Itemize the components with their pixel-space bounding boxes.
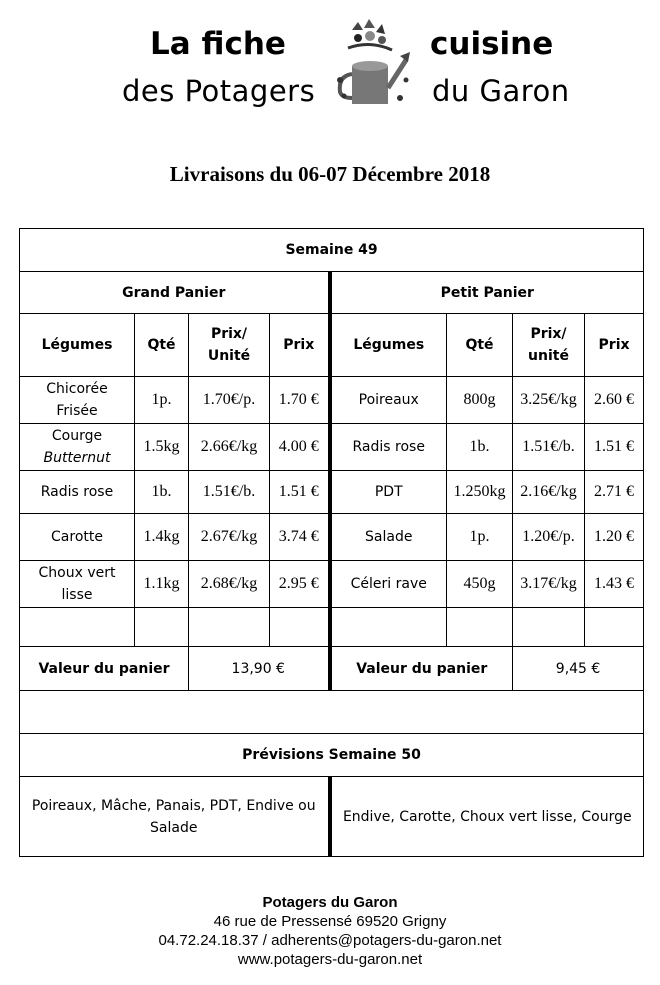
- grand-vegetable: Choux vert lisse: [20, 561, 135, 608]
- table-row: [20, 377, 644, 424]
- grand-vegetable: Courge Butternut: [20, 424, 135, 471]
- petit-header-vegetables: Légumes: [330, 314, 447, 377]
- petit-price: 2.60 €: [585, 377, 644, 424]
- petit-panier-heading: Petit Panier: [330, 272, 644, 314]
- table-row: [20, 561, 644, 608]
- petit-unit-price: 1.51€/b.: [513, 424, 585, 471]
- grand-vegetable: Carotte: [20, 514, 135, 561]
- table-row: [20, 514, 644, 561]
- week-heading: Semaine 49: [20, 229, 644, 272]
- logo-text-la-fiche: La fiche: [150, 26, 286, 62]
- petit-header-unit-line1: Prix/: [530, 326, 567, 342]
- empty-row: [20, 608, 644, 647]
- petit-value: 9,45 €: [513, 647, 644, 691]
- footer-contact: 04.72.24.18.37 / adherents@potagers-du-garon.net: [158, 932, 502, 949]
- petit-vegetable: Salade: [330, 514, 447, 561]
- grand-unit-price: 1.51€/b.: [189, 471, 270, 514]
- grand-unit-price: 2.67€/kg: [189, 514, 270, 561]
- petit-vegetable: Poireaux: [330, 377, 447, 424]
- petit-vegetable: PDT: [330, 471, 447, 514]
- forecast-petit: Endive, Carotte, Choux vert lisse, Courge: [330, 777, 644, 857]
- grand-price: 2.95 €: [270, 561, 330, 608]
- grand-unit-price: 1.70€/p.: [189, 377, 270, 424]
- petit-price: 1.51 €: [585, 424, 644, 471]
- footer-address: 46 rue de Pressensé 69520 Grigny: [213, 913, 447, 930]
- petit-unit-price: 1.20€/p.: [513, 514, 585, 561]
- petit-vegetable: Radis rose: [330, 424, 447, 471]
- petit-qty: 1b.: [447, 424, 513, 471]
- petit-qty: 800g: [447, 377, 513, 424]
- grand-header-price: Prix: [270, 314, 330, 377]
- table-row: [20, 471, 644, 514]
- grand-value-label: Valeur du panier: [20, 647, 189, 691]
- grand-header-unit-price: [189, 314, 270, 377]
- petit-price: 1.43 €: [585, 561, 644, 608]
- logo-text-cuisine: cuisine: [430, 26, 554, 62]
- logo: [0, 0, 660, 120]
- page-title: Livraisons du 06-07 Décembre 2018: [169, 162, 491, 186]
- grand-price: 3.74 €: [270, 514, 330, 561]
- empty-row: [20, 691, 644, 734]
- petit-header-unit-line2: unité: [528, 348, 569, 364]
- footer-website: www.potagers-du-garon.net: [237, 951, 423, 968]
- grand-price: 4.00 €: [270, 424, 330, 471]
- grand-price: 1.70 €: [270, 377, 330, 424]
- grand-header-unit-line1: Prix/: [210, 326, 248, 342]
- footer-name: Potagers du Garon: [262, 894, 398, 911]
- petit-vegetable: Céleri rave: [330, 561, 447, 608]
- footer: [0, 893, 660, 969]
- petit-unit-price: 3.25€/kg: [513, 377, 585, 424]
- petit-qty: 1p.: [447, 514, 513, 561]
- petit-value-label: Valeur du panier: [330, 647, 513, 691]
- forecast-grand: Poireaux, Mâche, Panais, PDT, Endive ou Salade: [20, 777, 330, 857]
- petit-header-qty: Qté: [447, 314, 513, 377]
- grand-qty: 1p.: [135, 377, 189, 424]
- petit-qty: 1.250kg: [447, 471, 513, 514]
- grand-qty: 1.4kg: [135, 514, 189, 561]
- forecast-heading: Prévisions Semaine 50: [20, 734, 644, 777]
- grand-vegetable: Radis rose: [20, 471, 135, 514]
- grand-price: 1.51 €: [270, 471, 330, 514]
- petit-header-price: Prix: [585, 314, 644, 377]
- table-row: [20, 424, 644, 471]
- petit-price: 1.20 €: [585, 514, 644, 561]
- logo-text-du-garon: du Garon: [432, 74, 570, 108]
- grand-unit-price: 2.68€/kg: [189, 561, 270, 608]
- grand-header-qty: Qté: [135, 314, 189, 377]
- logo-text-des-potagers: des Potagers: [122, 74, 316, 108]
- grand-panier-heading: Grand Panier: [20, 272, 330, 314]
- grand-qty: 1b.: [135, 471, 189, 514]
- grand-unit-price: 2.66€/kg: [189, 424, 270, 471]
- grand-header-unit-line2: Unité: [207, 348, 251, 364]
- delivery-table: [19, 228, 644, 857]
- watering-can-icon: [330, 18, 410, 110]
- grand-vegetable: Chicorée Frisée: [20, 377, 135, 424]
- petit-unit-price: 3.17€/kg: [513, 561, 585, 608]
- grand-qty: 1.5kg: [135, 424, 189, 471]
- petit-unit-price: 2.16€/kg: [513, 471, 585, 514]
- grand-qty: 1.1kg: [135, 561, 189, 608]
- petit-price: 2.71 €: [585, 471, 644, 514]
- petit-header-unit-price: [513, 314, 585, 377]
- grand-header-vegetables: Légumes: [20, 314, 135, 377]
- grand-value: 13,90 €: [189, 647, 330, 691]
- petit-qty: 450g: [447, 561, 513, 608]
